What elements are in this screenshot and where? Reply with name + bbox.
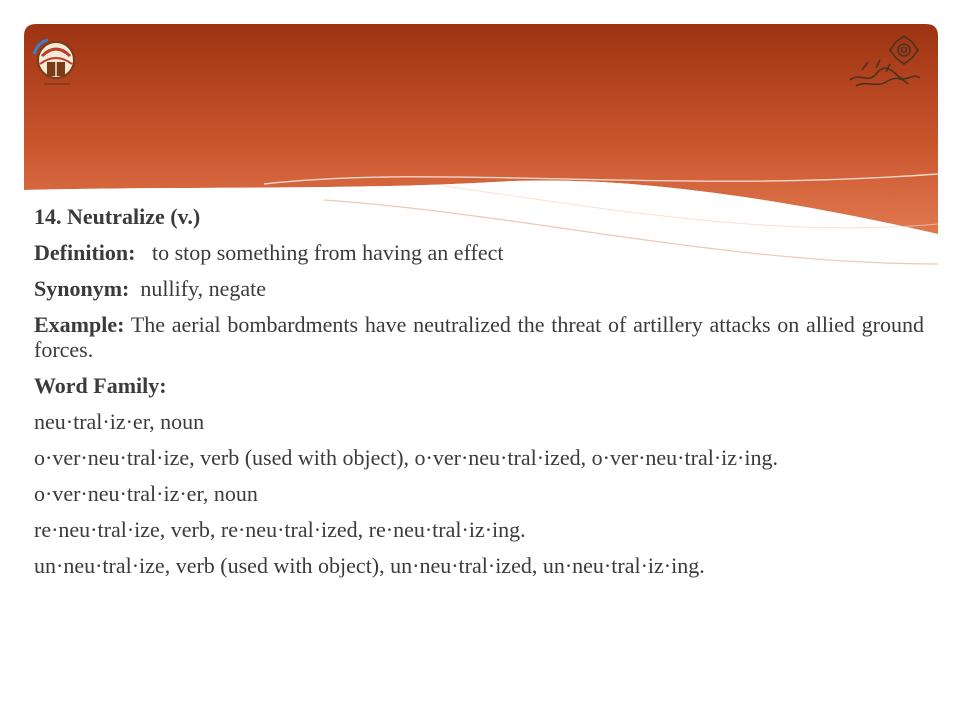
content-area (34, 204, 924, 589)
word-family-entry: re·neu·tral·ize, verb, re·neu·tral·ized, re·neu·tral·iz·ing. (34, 517, 526, 542)
example-label: Example: (34, 312, 125, 337)
definition-label: Definition: (34, 240, 136, 265)
word-family-entry: un·neu·tral·ize, verb (used with object), un·neu·tral·ized, un·neu·tral·iz·ing. (34, 553, 705, 578)
word-title: 14. Neutralize (v.) (34, 204, 201, 229)
example-text: The aerial bombardments have neutralized the threat of artillery attacks on allied ground forces. (34, 312, 924, 362)
word-family-label: Word Family: (34, 373, 167, 398)
synonym-line (34, 276, 924, 301)
synonym-label: Synonym: (34, 276, 130, 301)
definition-text: to stop something from having an effect (151, 240, 504, 265)
edc-logo-icon (30, 34, 82, 92)
definition-line (34, 240, 924, 265)
word-family-entry: neu·tral·iz·er, noun (34, 409, 205, 434)
university-emblem-icon (846, 32, 926, 92)
synonym-text: nullify, negate (140, 276, 266, 301)
example-line (34, 312, 924, 362)
word-family-entry: o·ver·neu·tral·ize, verb (used with object), o·ver·neu·tral·ized, o·ver·neu·tral·iz·ing. (34, 445, 778, 470)
word-family-entry: o·ver·neu·tral·iz·er, noun (34, 481, 258, 506)
